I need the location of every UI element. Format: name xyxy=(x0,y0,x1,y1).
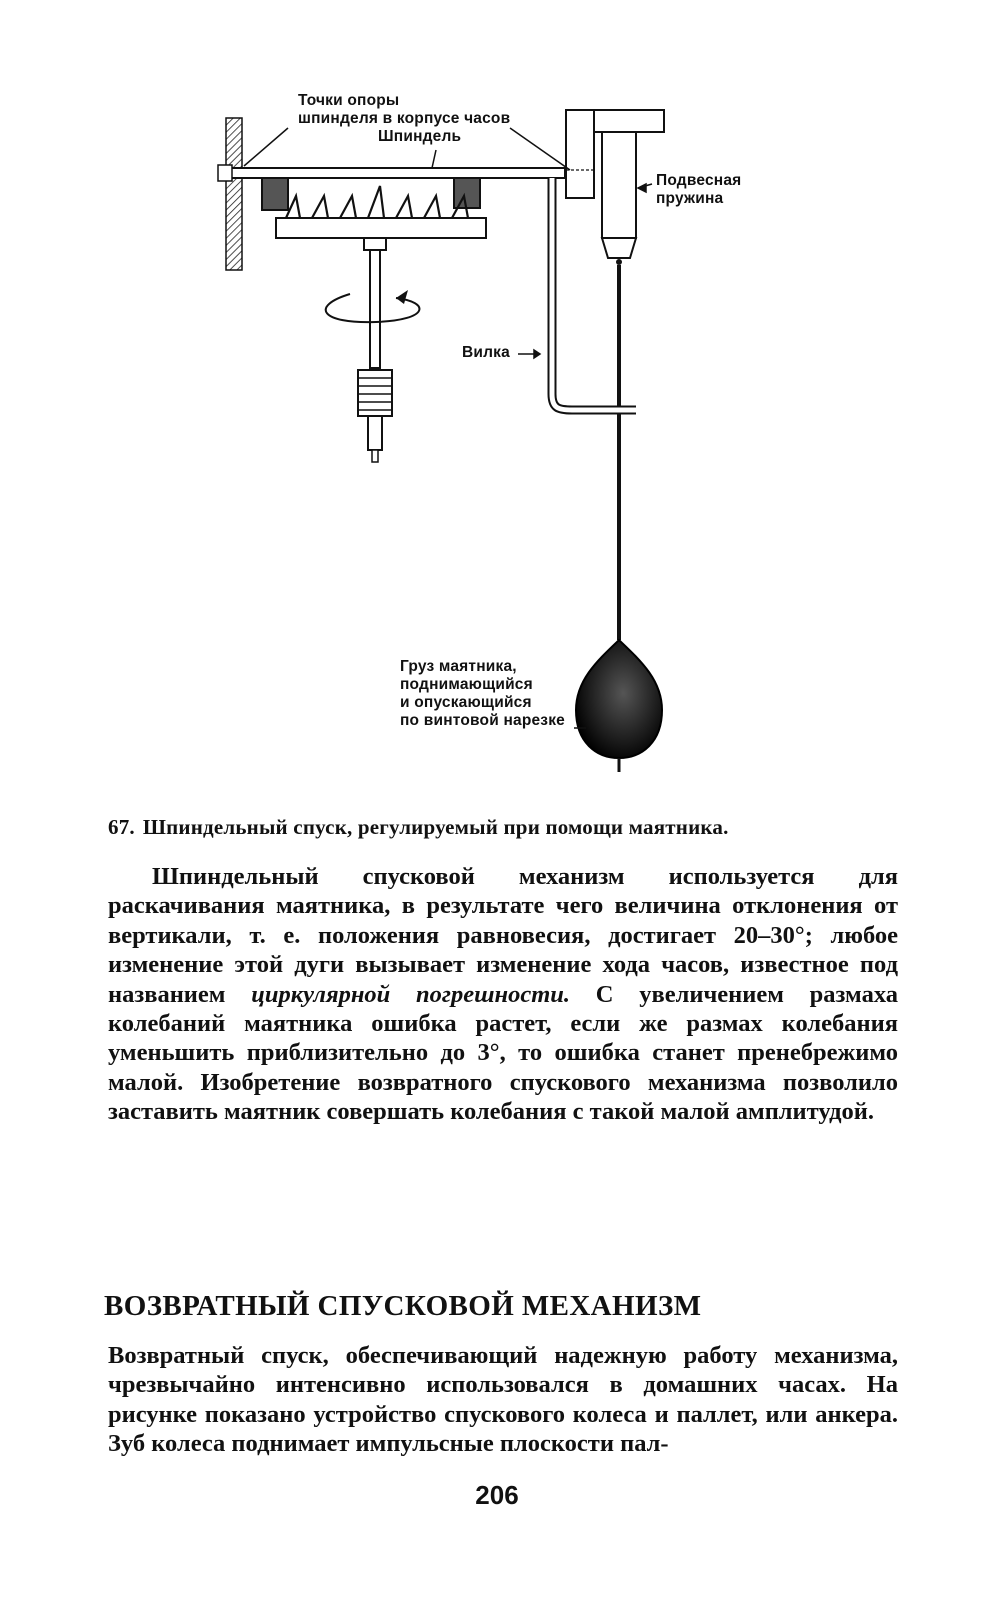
label-spindle: Шпиндель xyxy=(378,128,462,145)
paragraph-1-part2: С увеличением размаха колебаний маятника ошибка растет, если же размах колебания уменьшить приблизительно до 3°, то ошибка станет пренебрежимо малой. Изобретение возвратного спускового механизма позволило заставить маятник совершать колебания с такой малой амплитудой. xyxy=(108,980,899,1126)
pendulum-bob xyxy=(576,640,662,772)
paragraph-2-text: Возвратный спуск, обеспечивающий надежную работу механизма, чрезвычайно интенсивно использовался в домашних часах. На рисунке показано устройство спускового колеса и паллет, или анкера. Зуб колеса поднимает импульсные плоскости пал- xyxy=(108,1342,898,1458)
label-bob-line1: Груз маятника, xyxy=(400,658,517,675)
paragraph-1 xyxy=(108,862,898,1127)
label-fork: Вилка xyxy=(462,344,510,361)
figure-spindle-escapement xyxy=(200,80,820,800)
pallets xyxy=(262,178,480,210)
label-support-points-line1: Точки опоры xyxy=(298,92,400,109)
paragraph-1-part1: Шпиндельный спусковой механизм используется для раскачивания маятника, в результате чего величина отклонения от вертикали, т. е. положения равновесия, достигает 20–30°; любое изменение этой дуги вызывает изменение хода часов, известное под названием xyxy=(108,863,898,1008)
clock-case-wall xyxy=(226,118,242,270)
label-suspension-spring-line1: Подвесная xyxy=(656,172,742,189)
section-heading: ВОЗВРАТНЫЙ СПУСКОВОЙ МЕХАНИЗМ xyxy=(104,1290,702,1322)
label-bob-line4: по винтовой нарезке xyxy=(400,712,565,729)
figure-caption-text: Шпиндельный спуск, регулируемый при помощи маятника. xyxy=(142,815,729,839)
label-suspension-spring-line2: пружина xyxy=(656,190,724,207)
label-bob-line3: и опускающийся xyxy=(400,694,532,711)
label-support-points-line2: шпинделя в корпусе часов xyxy=(298,110,511,127)
suspension-spring xyxy=(602,132,636,265)
page-number: 206 xyxy=(475,1480,519,1510)
figure-caption xyxy=(108,815,729,840)
paragraph-2 xyxy=(108,1341,898,1459)
crown-wheel xyxy=(276,186,486,462)
paragraph-1-emphasis: циркулярной погрешности. xyxy=(251,980,571,1008)
label-bob-line2: поднимающийся xyxy=(400,676,533,693)
figure-number: 67. xyxy=(108,815,135,839)
